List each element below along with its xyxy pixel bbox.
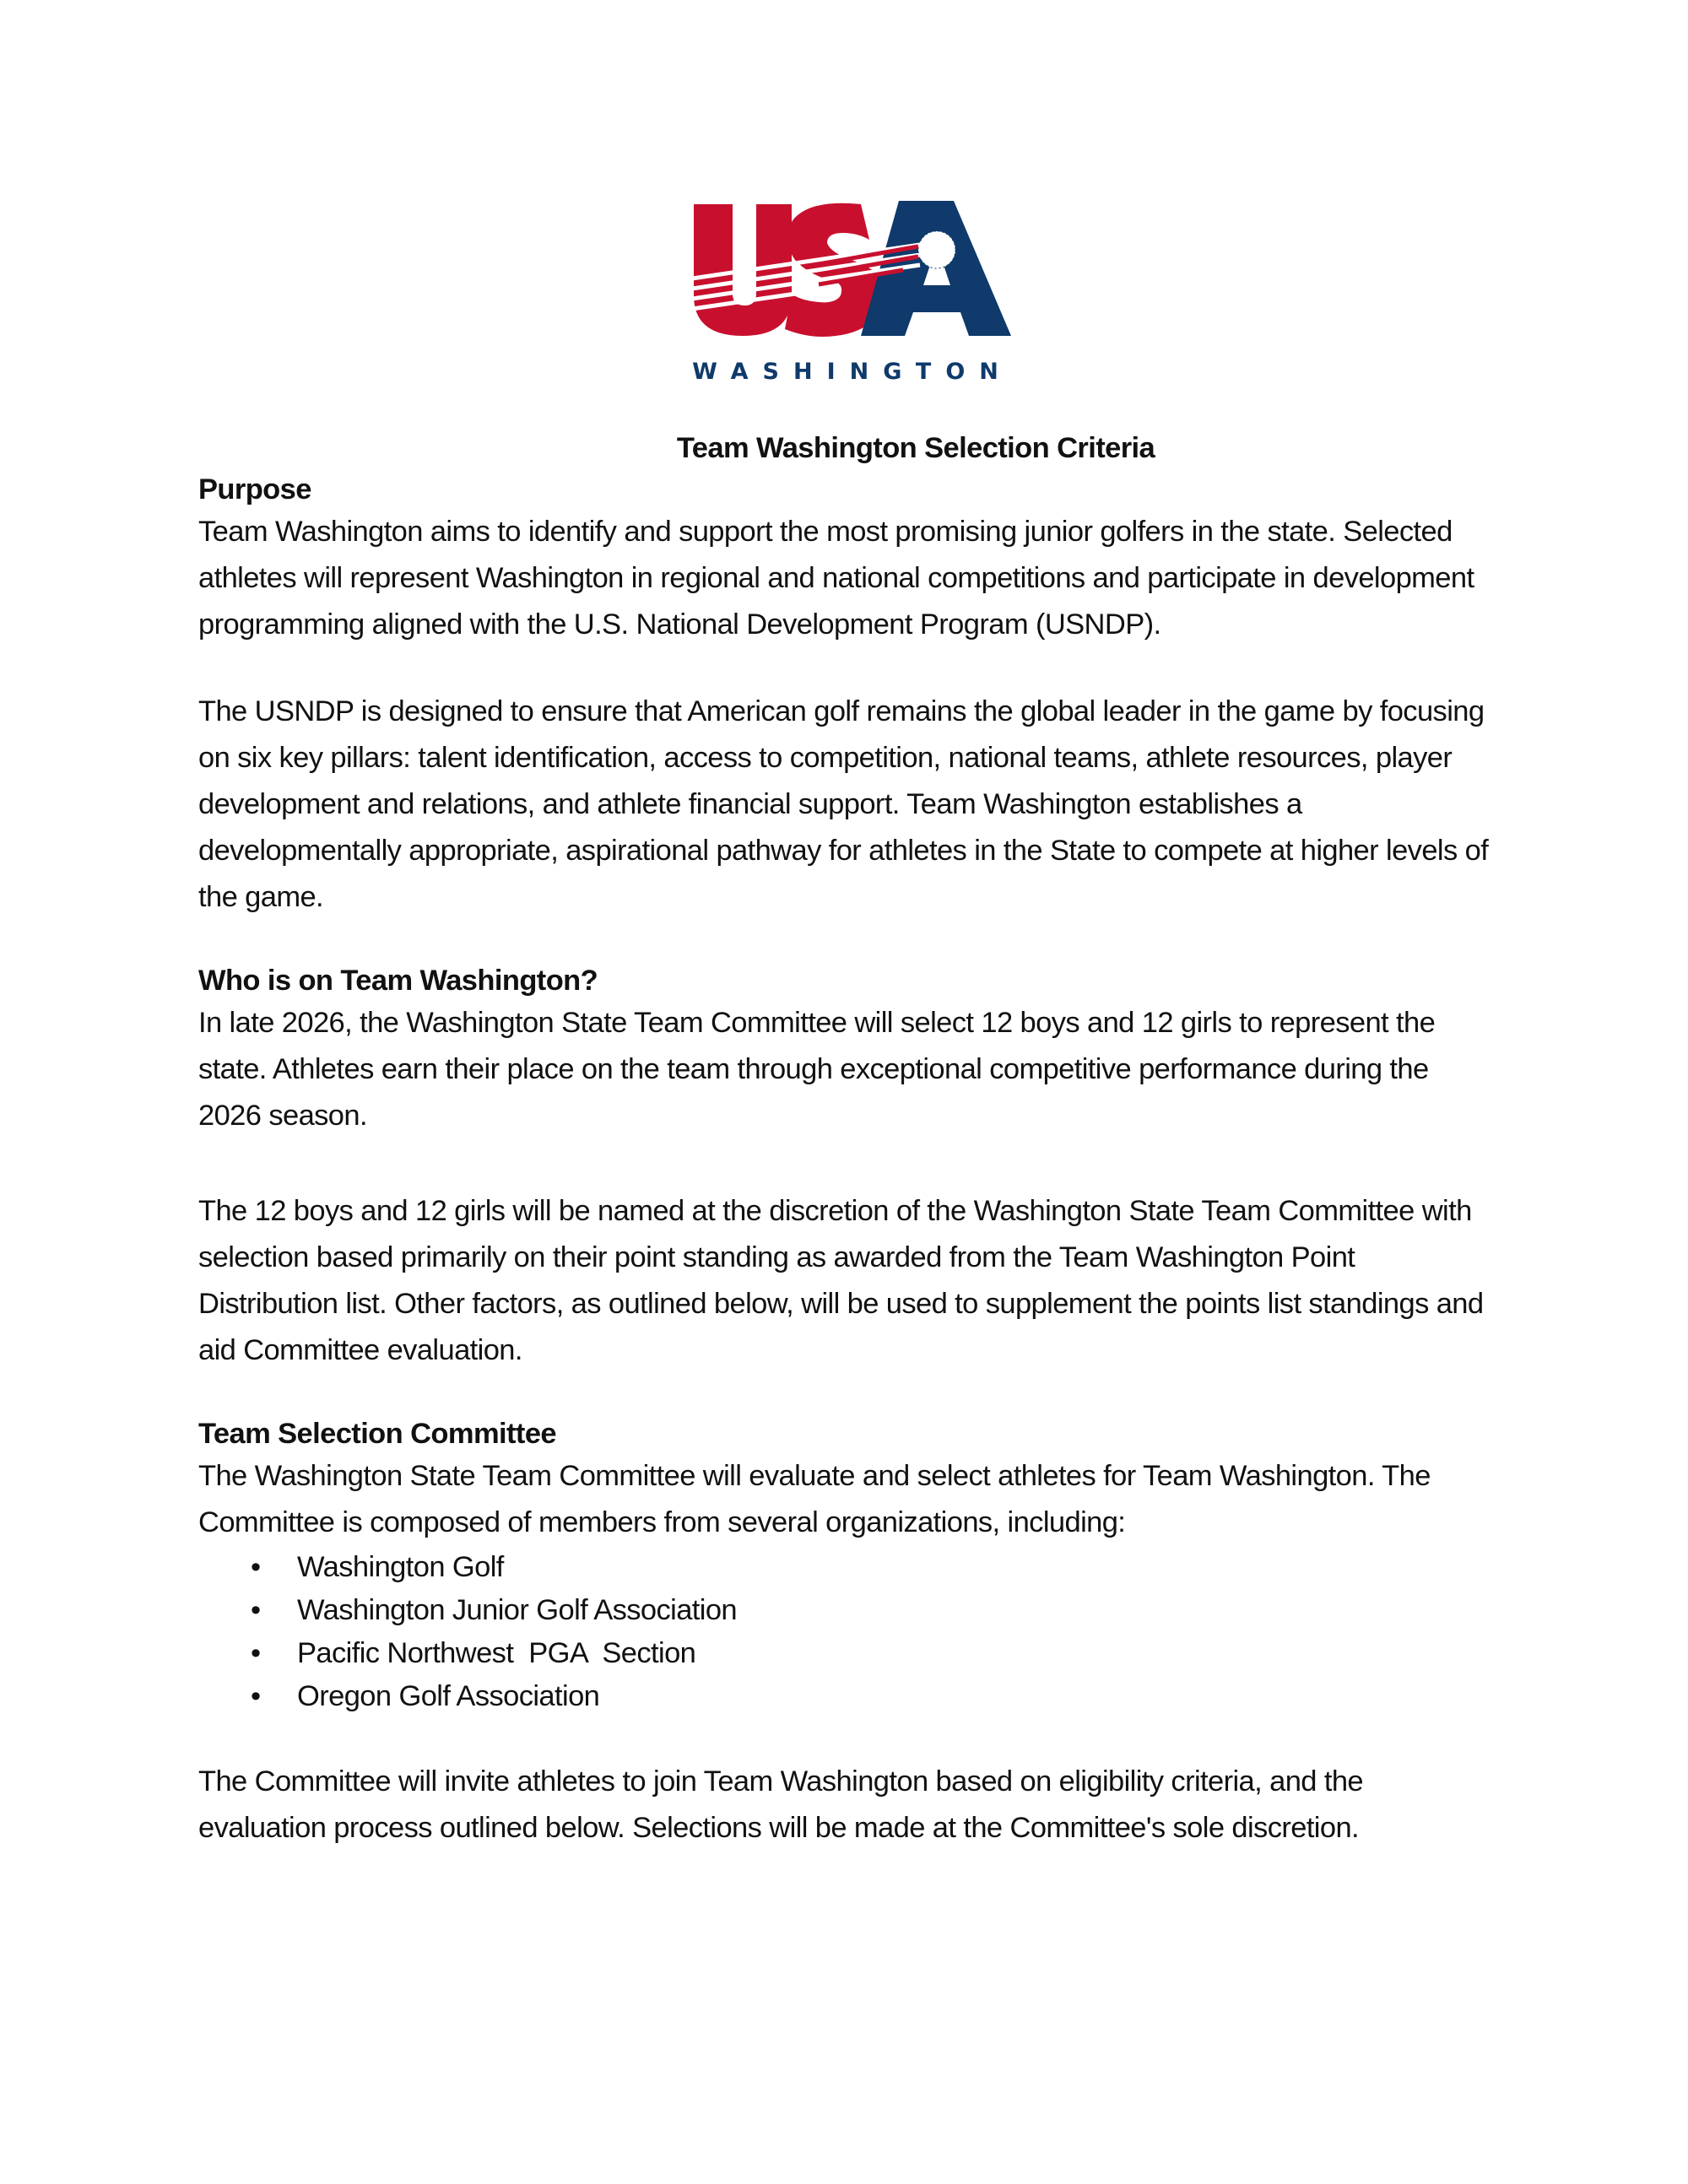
committee-organizations-list — [198, 1546, 1498, 1718]
usa-golf-logo-icon — [692, 194, 1013, 338]
bullet-icon: • — [251, 1680, 261, 1712]
section-heading-purpose: Purpose — [198, 473, 311, 505]
document-body — [198, 426, 1498, 1852]
list-item: • Washington Golf — [198, 1546, 1498, 1589]
who-paragraph-2: The 12 boys and 12 girls will be named at the discretion of the Washington State Team Committee with selection based primarily on their point standing as awarded from the Team Washington Point Distribution list. Other factors, as outlined below, will be used to supplement the points list standings and aid Committee evaluation. — [198, 1195, 1484, 1366]
committee-paragraph-1: The Washington State Team Committee will evaluate and select athletes for Team Washington. The Committee is composed of members from several organizations, including: — [198, 1460, 1431, 1538]
list-item: • Washington Junior Golf Association — [198, 1589, 1498, 1632]
usa-washington-logo — [692, 194, 1013, 388]
purpose-paragraph-2: The USNDP is designed to ensure that American golf remains the global leader in the game by focusing on six key pillars: talent identification, access to competition, national teams, athlete resources, player development and relations, and athlete financial support. Team Washington establishes a developmentally appropriate, aspirational pathway for athletes in the State to compete at higher levels of the game. — [198, 695, 1489, 913]
committee-paragraph-2: The Committee will invite athletes to join Team Washington based on eligibility criteria, and the evaluation process outlined below. Selections will be made at the Committee's sole discretion. — [198, 1765, 1364, 1844]
section-heading-who: Who is on Team Washington? — [198, 965, 598, 997]
list-item: • Oregon Golf Association — [198, 1675, 1498, 1718]
section-heading-committee: Team Selection Committee — [198, 1418, 556, 1450]
purpose-paragraph-1: Team Washington aims to identify and support the most promising junior golfers in the state. Selected athletes will represent Washington in regional and national competitions and participate in development programming aligned with the U.S. National Development Program (USNDP). — [198, 516, 1474, 641]
bullet-icon: • — [251, 1551, 261, 1583]
logo-subtitle: WASHINGTON — [692, 359, 1013, 385]
who-paragraph-1: In late 2026, the Washington State Team Committee will select 12 boys and 12 girls to represent the state. Athletes earn their place on the team through exceptional competitive performance during the 2026 season. — [198, 1007, 1436, 1132]
bullet-icon: • — [251, 1637, 261, 1669]
list-item: • Pacific Northwest PGA Section — [198, 1632, 1498, 1675]
bullet-icon: • — [251, 1594, 261, 1626]
page-title: Team Washington Selection Criteria — [676, 432, 1155, 464]
